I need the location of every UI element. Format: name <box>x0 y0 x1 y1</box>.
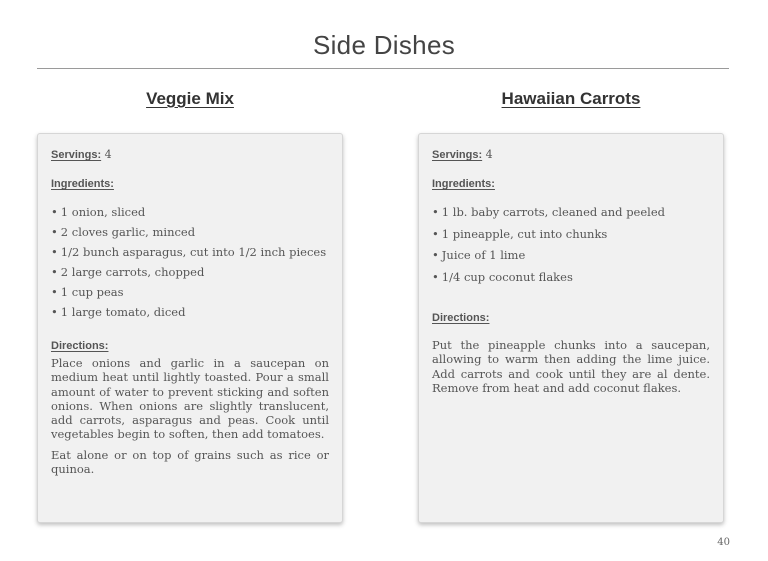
ingredient-item: • 1 pineapple, cut into chunks <box>432 226 608 241</box>
bullet-icon: • <box>432 226 439 241</box>
recipe-card-hawaiian-carrots <box>418 133 724 523</box>
servings-value: 4 <box>485 148 493 161</box>
ingredients-list <box>51 202 329 322</box>
ingredient-item: • 1/2 bunch asparagus, cut into 1/2 inch pieces <box>51 245 327 259</box>
ingredient-item: • 1 cup peas <box>51 285 124 299</box>
ingredient-item: • 1 large tomato, diced <box>51 305 186 319</box>
recipe-title-hawaiian-carrots: Hawaiian Carrots <box>501 89 641 108</box>
servings-label: Servings: <box>51 149 102 161</box>
ingredient-item: • 1 onion, sliced <box>51 205 146 219</box>
servings <box>51 148 329 161</box>
title-divider <box>37 68 729 69</box>
bullet-icon: • <box>432 269 439 284</box>
bullet-icon: • <box>432 205 439 219</box>
bullet-icon: • <box>51 205 58 219</box>
directions-paragraph: Eat alone or on top of grains such as rice or quinoa. <box>51 447 329 477</box>
bullet-icon: • <box>432 248 439 262</box>
bullet-icon: • <box>51 305 58 319</box>
directions-paragraph: Place onions and garlic in a saucepan on medium heat until lightly toasted. Pour a small amount of water to prevent sticking and soften onions. When onions are slightly translucent, add carrots, asparagus and peas. Cook until vegetables begin to soften, then add tomatoes. <box>51 356 329 442</box>
ingredients-label: Ingredients: <box>51 178 114 190</box>
bullet-icon: • <box>51 265 58 279</box>
servings-label: Servings: <box>432 149 483 161</box>
ingredients-list <box>432 202 710 288</box>
bullet-icon: • <box>51 225 58 239</box>
directions-label: Directions: <box>51 340 109 352</box>
ingredient-item: • Juice of 1 lime <box>432 248 526 262</box>
page-title: Side Dishes <box>312 30 456 60</box>
ingredient-item: • 1 lb. baby carrots, cleaned and peeled <box>432 205 666 219</box>
ingredient-item: • 2 large carrots, chopped <box>51 265 205 279</box>
directions-paragraph: Put the pineapple chunks into a saucepan, allowing to warm then adding the lime juice. Add carrots and cook until they are al dente. Remove from heat and add coconut flakes. <box>432 338 710 395</box>
ingredients-label: Ingredients: <box>432 178 495 190</box>
servings-value: 4 <box>104 148 112 161</box>
directions-label: Directions: <box>432 312 490 324</box>
ingredient-item: • 2 cloves garlic, minced <box>51 225 196 239</box>
bullet-icon: • <box>51 285 58 299</box>
ingredient-item: • 1/4 cup coconut flakes <box>432 269 573 284</box>
page-number: 40 <box>717 537 730 548</box>
servings <box>432 148 710 161</box>
bullet-icon: • <box>51 245 58 259</box>
recipe-title-veggie-mix: Veggie Mix <box>146 89 234 108</box>
recipe-card-veggie-mix <box>37 133 343 523</box>
